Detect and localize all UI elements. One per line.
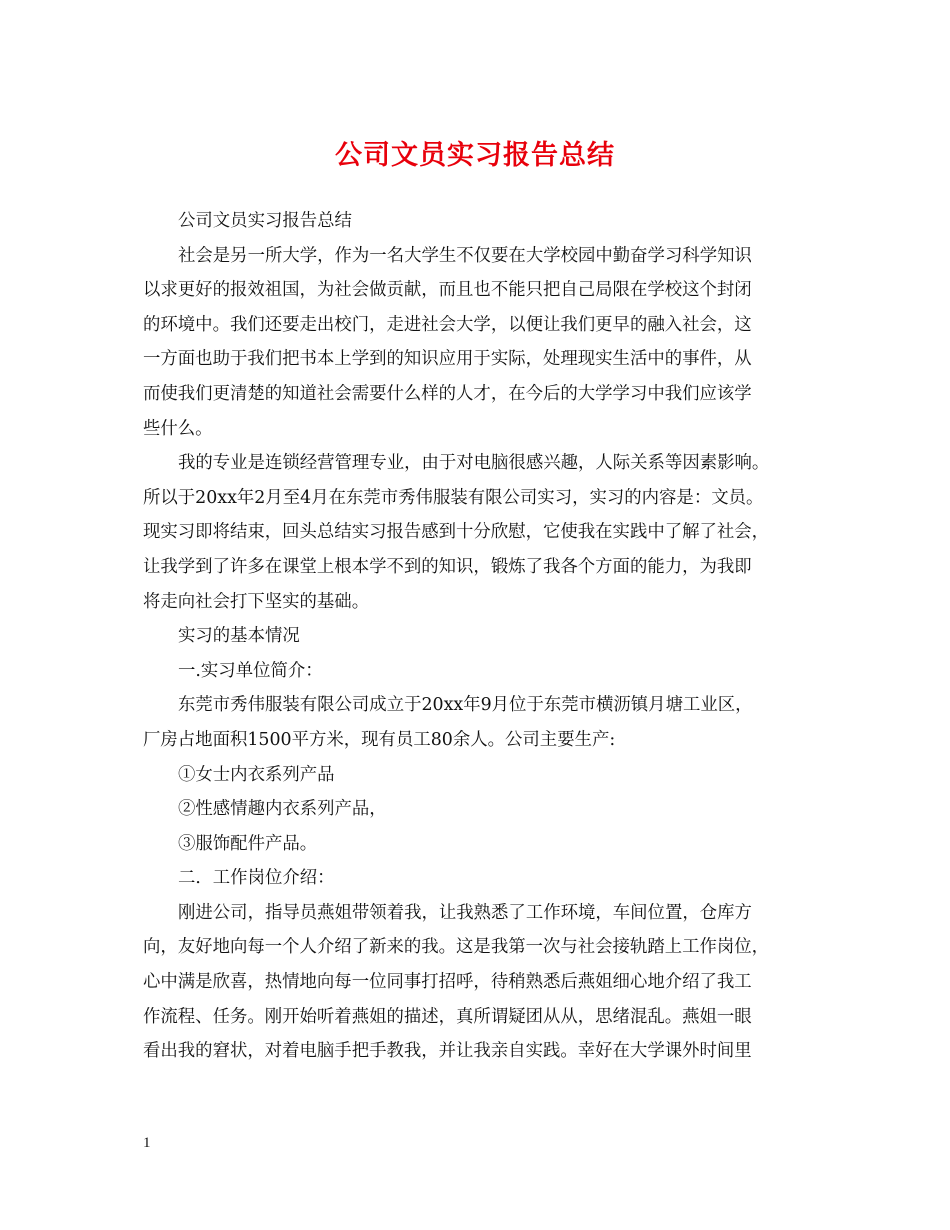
page-number: 1 (143, 1135, 151, 1151)
body-line: 东莞市秀伟服装有限公司成立于20xx年9月位于东莞市横沥镇月塘工业区， (178, 695, 753, 716)
body-line: 以求更好的报效祖国，为社会做贡献，而且也不能只把自己局限在学校这个封闭 (143, 280, 752, 301)
body-line: 刚进公司，指导员燕姐带领着我，让我熟悉了工作环境，车间位置，仓库方 (178, 902, 752, 923)
body-line: 而使我们更清楚的知道社会需要什么样的人才，在今后的大学学习中我们应该学 (143, 383, 752, 404)
document-body (143, 204, 807, 1069)
body-line: 厂房占地面积1500平方米，现有员工80余人。公司主要生产: (143, 729, 616, 750)
body-line: 看出我的窘状，对着电脑手把手教我，并让我亲自实践。幸好在大学课外时间里 (143, 1041, 752, 1062)
body-line: 社会是另一所大学，作为一名大学生不仅要在大学校园中勤奋学习科学知识 (178, 245, 752, 266)
body-line: 我的专业是连锁经营管理专业，由于对电脑很感兴趣，人际关系等因素影响。 (178, 453, 770, 474)
body-line: 向，友好地向每一个人介绍了新来的我。这是我第一次与社会接轨踏上工作岗位， (143, 937, 770, 958)
body-line: 作流程、任务。刚开始听着燕姐的描述，真所谓疑团从从，思绪混乱。燕姐一眼 (143, 1006, 752, 1027)
body-line: 让我学到了许多在课堂上根本学不到的知识，锻炼了我各个方面的能力，为我即 (143, 556, 752, 577)
body-line: ①女士内衣系列产品 (178, 764, 335, 785)
document-title: 公司文员实习报告总结 (335, 140, 615, 171)
body-line: ②性感情趣内衣系列产品， (178, 799, 387, 820)
body-line: 的环境中。我们还要走出校门，走进社会大学，以便让我们更早的融入社会，这 (143, 314, 752, 335)
body-line: ③服饰配件产品。 (178, 833, 318, 854)
body-line: 心中满是欣喜，热情地向每一位同事打招呼，待稍熟悉后燕姐细心地介绍了我工 (143, 972, 752, 993)
body-line: 一方面也助于我们把书本上学到的知识应用于实际，处理现实生活中的事件，从 (143, 349, 752, 370)
body-line: 二．工作岗位介绍： (178, 868, 335, 889)
body-line: 一.实习单位简介： (178, 660, 323, 681)
body-line: 将走向社会打下坚实的基础。 (143, 591, 370, 612)
body-line: 实习的基本情况 (178, 626, 300, 647)
body-line: 公司文员实习报告总结 (178, 211, 352, 231)
body-line: 所以于20xx年2月至4月在东莞市秀伟服装有限公司实习，实习的内容是：文员。 (143, 487, 764, 508)
body-line: 些什么。 (143, 418, 213, 439)
body-line: 现实习即将结束，回头总结实习报告感到十分欣慰，它使我在实践中了解了社会， (143, 522, 770, 543)
